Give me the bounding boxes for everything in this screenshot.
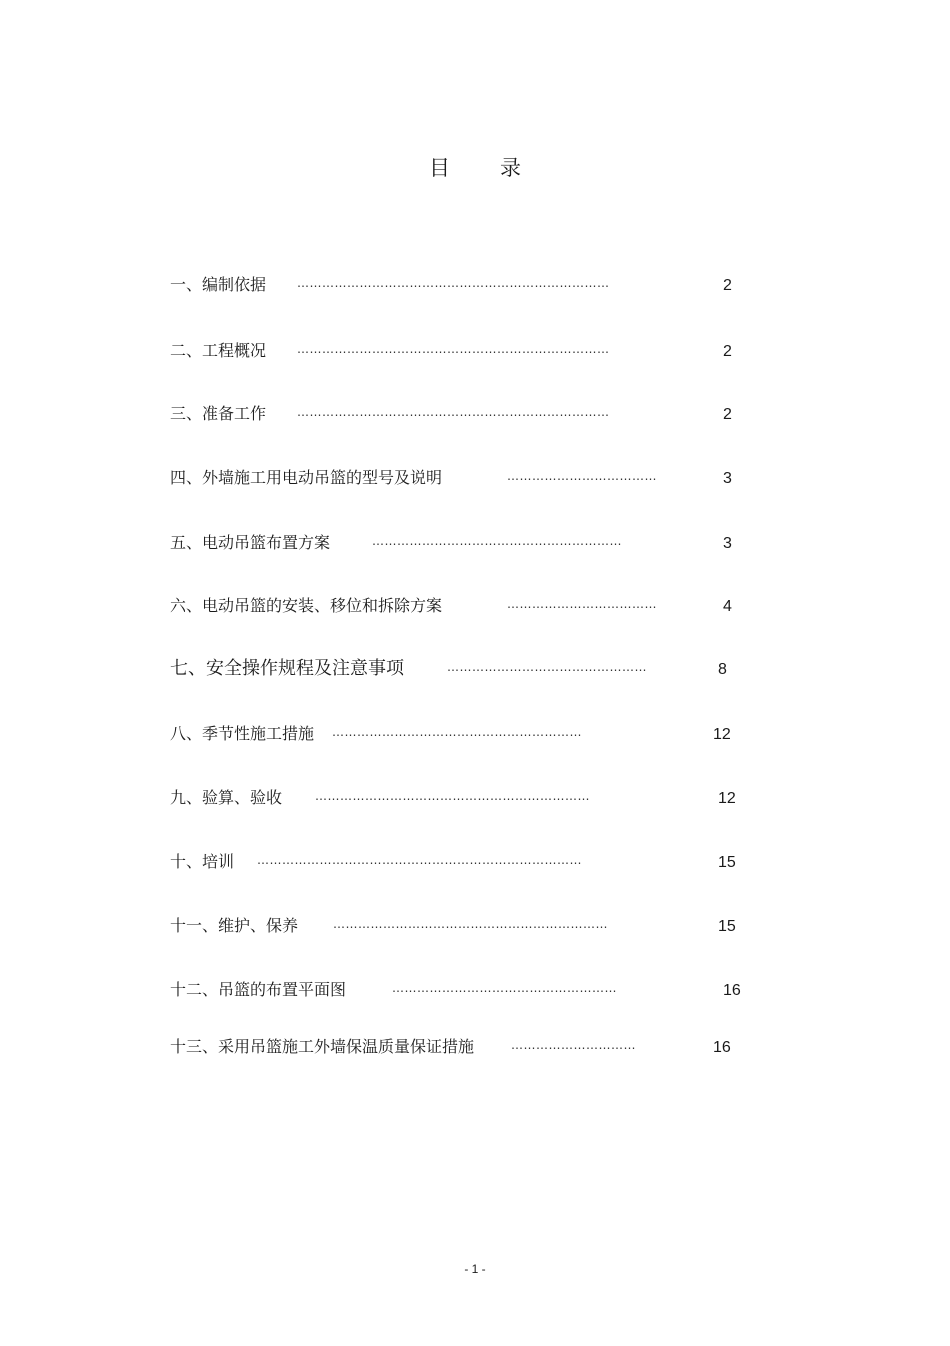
toc-page-number: 2 [723, 406, 732, 423]
toc-leader-dots: ……………………………… [507, 469, 657, 483]
toc-leader-dots: ……………………………………………… [392, 981, 617, 995]
toc-page-number: 16 [713, 1039, 731, 1056]
toc-page-number: 12 [713, 726, 731, 743]
toc-page-number: 8 [718, 661, 727, 678]
title-char-1: 目 [429, 156, 450, 180]
toc-entry-label: 三、准备工作 [170, 404, 267, 423]
toc-page-number: 15 [718, 854, 736, 871]
toc-leader-dots: ……………………………… [507, 597, 657, 611]
toc-entry-label: 十三、采用吊篮施工外墙保温质量保证措施 [170, 1037, 475, 1056]
title-char-2: 录 [500, 156, 521, 180]
toc-leader-dots: ………………………………………………………………… [297, 342, 610, 356]
toc-leader-dots: ………………………………………… [447, 660, 647, 674]
toc-page-number: 4 [723, 598, 732, 615]
toc-entry-label: 十一、维护、保养 [170, 916, 299, 935]
toc-entry-label: 五、电动吊篮布置方案 [170, 533, 331, 552]
toc-leader-dots: …………………………………………………… [372, 534, 622, 548]
toc-entry-label: 二、工程概况 [170, 341, 267, 360]
toc-leader-dots: …………………………………………………… [332, 725, 582, 739]
toc-entry-label: 十、培训 [170, 852, 235, 871]
toc-entry-label: 六、电动吊篮的安装、移位和拆除方案 [170, 596, 443, 615]
toc-leader-dots: ………………………………………………………… [315, 789, 590, 803]
toc-entry-label: 一、编制依据 [170, 275, 267, 294]
toc-page-number: 3 [723, 470, 732, 487]
toc-page-number: 3 [723, 535, 732, 552]
toc-page-number: 2 [723, 277, 732, 294]
toc-leader-dots: ………………………………………………………………… [297, 276, 610, 290]
toc-leader-dots: ………………………………………………………………… [297, 405, 610, 419]
toc-leader-dots: …………………………………………………………………… [257, 853, 582, 867]
page-footer-number: - 1 - [464, 1262, 486, 1276]
toc-entry-label: 八、季节性施工措施 [170, 724, 315, 743]
toc-entry-label: 十二、吊篮的布置平面图 [170, 980, 347, 999]
toc-entry-label: 九、验算、验收 [170, 788, 283, 807]
toc-leader-dots: ………………………… [511, 1038, 636, 1052]
toc-leader-dots: ………………………………………………………… [333, 917, 608, 931]
toc-page-number: 15 [718, 918, 736, 935]
toc-entry-label: 四、外墙施工用电动吊篮的型号及说明 [170, 468, 443, 487]
toc-page-number: 2 [723, 343, 732, 360]
page-title [0, 152, 950, 182]
toc-page-number: 12 [718, 790, 736, 807]
toc-entry-label: 七、安全操作规程及注意事项 [170, 658, 404, 679]
toc-page-number: 16 [723, 982, 741, 999]
